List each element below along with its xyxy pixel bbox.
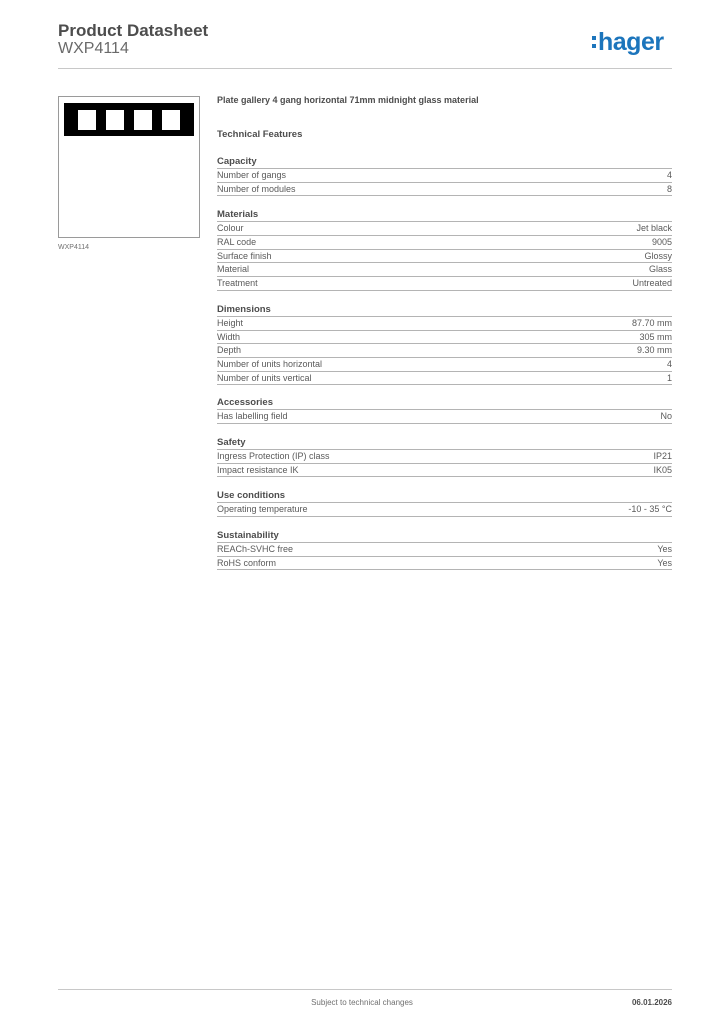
spec-section-capacity <box>217 156 672 196</box>
image-caption: WXP4114 <box>58 244 89 251</box>
spec-row <box>217 221 672 235</box>
hager-logo[interactable] <box>592 28 664 56</box>
spec-label: RAL code <box>217 237 257 248</box>
spec-section-dimensions <box>217 304 672 385</box>
spec-value: 1 <box>666 372 672 383</box>
spec-value: 9.30 mm <box>636 345 672 356</box>
spec-label: Colour <box>217 223 244 234</box>
plate-aperture <box>134 110 152 130</box>
spec-content <box>217 95 672 570</box>
spec-label: Impact resistance IK <box>217 464 299 475</box>
spec-value: Glossy <box>644 250 672 261</box>
spec-rows <box>217 542 672 570</box>
spec-value: Yes <box>657 544 672 554</box>
spec-row <box>217 235 672 249</box>
spec-value: 8 <box>666 183 672 194</box>
product-code: WXP4114 <box>58 40 129 57</box>
spec-label: Width <box>217 331 241 342</box>
page-title: Product Datasheet <box>58 21 209 40</box>
spec-row <box>217 262 672 276</box>
spec-label: Depth <box>217 345 242 356</box>
spec-row <box>217 357 672 371</box>
spec-label: Number of modules <box>217 183 296 194</box>
spec-label: RoHS conform <box>217 557 277 568</box>
section-heading: Dimensions <box>217 303 271 315</box>
spec-value: Untreated <box>632 278 672 289</box>
spec-row <box>217 449 672 463</box>
spec-value: Glass <box>648 264 672 275</box>
spec-label: Surface finish <box>217 250 272 261</box>
spec-row <box>217 168 672 182</box>
spec-label: Number of gangs <box>217 170 287 180</box>
spec-value: 4 <box>666 170 672 180</box>
spec-value: 87.70 mm <box>631 317 672 328</box>
plate-aperture <box>106 110 124 130</box>
spec-label: Material <box>217 264 250 275</box>
spec-rows <box>217 502 672 517</box>
section-heading: Sustainability <box>217 530 279 541</box>
spec-section-accessories <box>217 397 672 424</box>
spec-value: 305 mm <box>639 331 672 342</box>
spec-row <box>217 409 672 424</box>
section-heading: Use conditions <box>217 490 286 502</box>
spec-label: Treatment <box>217 278 258 289</box>
spec-row <box>217 249 672 263</box>
spec-rows <box>217 449 672 477</box>
section-heading: Safety <box>217 436 246 448</box>
spec-row <box>217 542 672 556</box>
spec-row <box>217 316 672 330</box>
spec-row <box>217 371 672 386</box>
spec-value: 4 <box>666 358 672 369</box>
spec-row <box>217 502 672 517</box>
spec-value: Jet black <box>636 223 672 234</box>
spec-label: Number of units horizontal <box>217 358 323 369</box>
footer-date: 06.01.2026 <box>631 998 672 1007</box>
plate-aperture <box>162 110 180 130</box>
spec-row <box>217 182 672 197</box>
spec-rows <box>217 409 672 424</box>
spec-label: Height <box>217 317 244 328</box>
plate-aperture <box>78 110 96 130</box>
logo-dots-icon <box>592 36 596 48</box>
product-image <box>58 96 200 238</box>
spec-section-safety <box>217 437 672 477</box>
spec-row <box>217 463 672 478</box>
logo-text: hager <box>598 27 664 56</box>
section-heading: Materials <box>217 209 259 221</box>
spec-sections <box>217 156 672 570</box>
spec-rows <box>217 316 672 385</box>
spec-value: No <box>660 411 672 422</box>
spec-value: IP21 <box>653 450 672 461</box>
spec-label: Has labelling field <box>217 411 288 422</box>
plate-illustration <box>64 103 194 136</box>
spec-label: REACh-SVHC free <box>217 544 294 554</box>
technical-features-heading: Technical Features <box>217 129 303 140</box>
section-heading: Accessories <box>217 397 273 409</box>
spec-label: Number of units vertical <box>217 372 312 383</box>
spec-value: -10 - 35 °C <box>628 504 672 515</box>
product-description: Plate gallery 4 gang horizontal 71mm midnight glass material <box>217 95 479 105</box>
spec-row <box>217 343 672 357</box>
spec-section-use-conditions <box>217 490 672 517</box>
spec-value: IK05 <box>653 464 672 475</box>
spec-value: Yes <box>657 557 672 568</box>
spec-row <box>217 276 672 291</box>
spec-rows <box>217 221 672 290</box>
spec-row <box>217 556 672 571</box>
spec-section-materials <box>217 209 672 290</box>
section-heading: Capacity <box>217 156 257 167</box>
spec-label: Operating temperature <box>217 504 308 515</box>
header-divider <box>58 68 672 69</box>
spec-section-sustainability <box>217 530 672 570</box>
footer-divider <box>58 989 672 990</box>
footer-note: Subject to technical changes <box>311 998 413 1007</box>
spec-label: Ingress Protection (IP) class <box>217 450 330 461</box>
spec-row <box>217 330 672 344</box>
spec-value: 9005 <box>651 237 672 248</box>
spec-rows <box>217 168 672 196</box>
